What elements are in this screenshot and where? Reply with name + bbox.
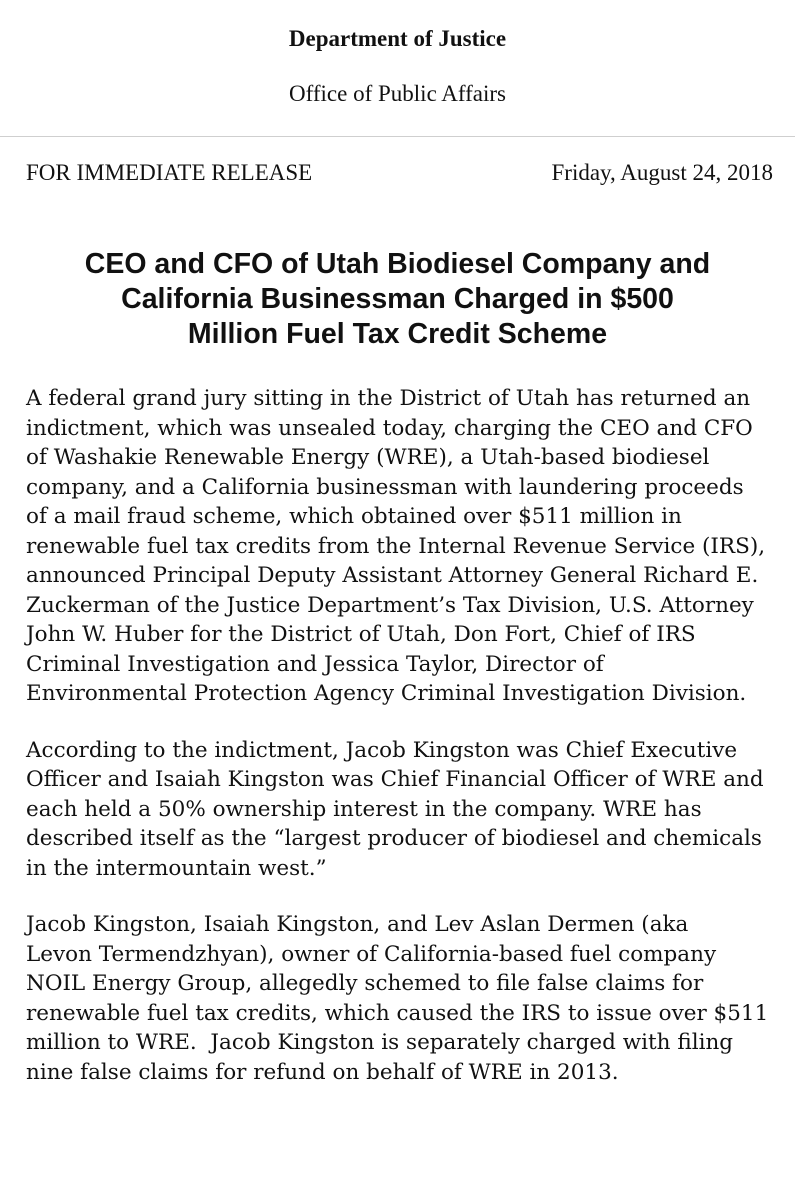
agency-name: Department of Justice (288, 26, 507, 51)
body-line: in the intermountain west.” (26, 855, 327, 881)
body-line: A federal grand jury sitting in the District of Utah has returned an (26, 386, 751, 411)
headline-line: CEO and CFO of Utah Biodiesel Company and (84, 248, 711, 280)
body-line: renewable fuel tax credits from the Internal Revenue Service (IRS), (26, 533, 766, 559)
body-line: renewable fuel tax credits, which caused the IRS to issue over $511 (26, 1000, 769, 1026)
body-line: John W. Huber for the District of Utah, Don Fort, Chief of IRS (26, 622, 696, 647)
office-name: Office of Public Affairs (289, 81, 506, 106)
body-line: of a mail fraud scheme, which obtained over $511 million in (26, 504, 682, 529)
paragraph-1 (26, 384, 795, 709)
body-line: Jacob Kingston, Isaiah Kingston, and Lev Aslan Dermen (aka (26, 912, 689, 937)
body-line: nine false claims for refund on behalf of WRE in 2013. (26, 1059, 619, 1085)
body-line: described itself as the “largest producer of biodiesel and chemicals (26, 826, 762, 851)
body-line: each held a 50% ownership interest in the company. WRE has (26, 796, 702, 822)
body-line: announced Principal Deputy Assistant Attorney General Richard E. (26, 563, 759, 588)
headline-line: California Businessman Charged in $500 (121, 283, 674, 315)
body-line: Criminal Investigation and Jessica Taylor, Director of (26, 651, 604, 677)
release-date: Friday, August 24, 2018 (551, 160, 773, 185)
paragraph-2 (26, 736, 795, 884)
headline-line: Million Fuel Tax Credit Scheme (187, 318, 608, 350)
release-label: FOR IMMEDIATE RELEASE (26, 160, 313, 185)
body-line: Zuckerman of the Justice Department’s Tax Division, U.S. Attorney (26, 592, 754, 618)
body-line: Officer and Isaiah Kingston was Chief Financial Officer of WRE and (26, 767, 764, 792)
body-line: Environmental Protection Agency Criminal Investigation Division. (26, 681, 747, 706)
body-line: According to the indictment, Jacob Kingston was Chief Executive (26, 737, 738, 763)
body-line: of Washakie Renewable Energy (WRE), a Utah-based biodiesel (26, 445, 710, 470)
paragraph-3 (26, 910, 795, 1087)
body-line: company, and a California businessman with laundering proceeds (26, 474, 744, 500)
body-line: NOIL Energy Group, allegedly schemed to file false claims for (26, 971, 704, 996)
body-line: Levon Termendzhyan), owner of California-based fuel company (26, 941, 717, 967)
release-row (26, 158, 773, 188)
headline (20, 247, 775, 352)
body-line: indictment, which was unsealed today, charging the CEO and CFO (26, 415, 753, 441)
article-body (26, 384, 795, 1114)
body-line: million to WRE. Jacob Kingston is separately charged with filing (26, 1030, 734, 1055)
header-divider (0, 136, 795, 137)
